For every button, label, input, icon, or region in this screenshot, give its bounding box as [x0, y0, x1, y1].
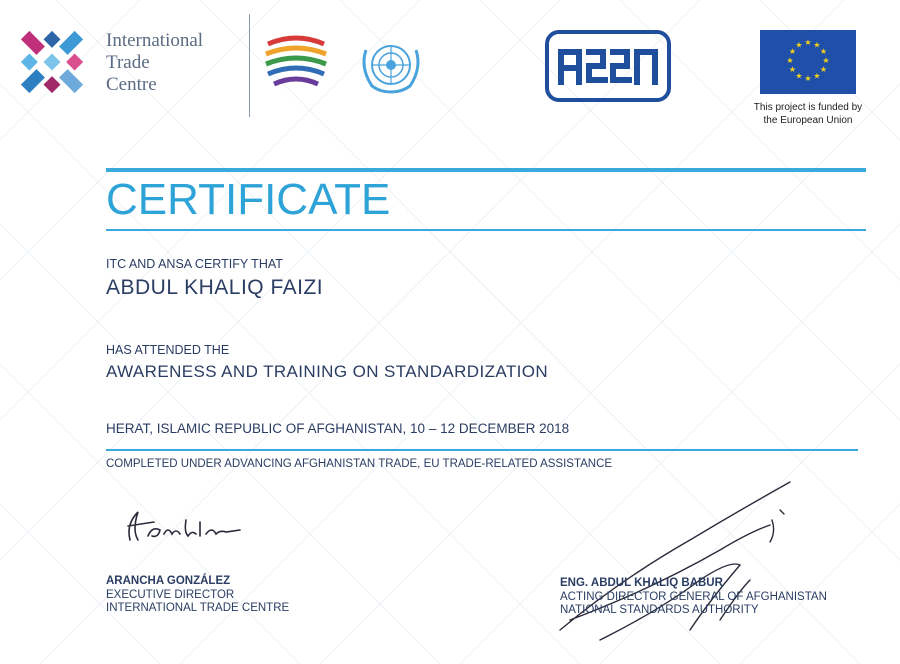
signatory-right-title: ACTING DIRECTOR GENERAL OF AFGHANISTAN	[560, 590, 827, 603]
ansa-logo-icon	[545, 30, 671, 102]
itc-logo-icon	[8, 18, 96, 106]
itc-wordmark-line: Centre	[106, 74, 157, 95]
signatory-right-name: ENG. ABDUL KHALIQ BABUR	[560, 577, 723, 589]
svg-text:★: ★	[786, 56, 794, 65]
svg-text:★: ★	[813, 71, 821, 81]
svg-text:★: ★	[822, 56, 830, 65]
signatory-right	[560, 577, 827, 618]
certify-line: ITC AND ANSA CERTIFY THAT	[106, 257, 283, 271]
itc-wordmark	[106, 30, 203, 96]
signatory-left-name: ARANCHA GONZÁLEZ	[106, 575, 231, 587]
funding-caption-line: the European Union	[763, 115, 853, 126]
svg-text:★: ★	[788, 47, 797, 56]
completed-line: COMPLETED UNDER ADVANCING AFGHANISTAN TRADE, EU TRADE-RELATED ASSISTANCE	[106, 458, 613, 470]
itc-wordmark-line: International	[106, 30, 204, 51]
location-dates: HERAT, ISLAMIC REPUBLIC OF AFGHANISTAN, 10 – 12 DECEMBER 2018	[106, 421, 570, 436]
recipient-name: ABDUL KHALIQ FAIZI	[106, 276, 324, 299]
svg-text:★: ★	[804, 74, 812, 83]
signature-right	[540, 470, 820, 660]
signatory-left-title: EXECUTIVE DIRECTOR	[106, 588, 235, 601]
signature-left	[108, 500, 258, 550]
svg-text:★: ★	[795, 71, 803, 81]
funding-caption	[732, 101, 884, 127]
svg-text:★: ★	[795, 40, 803, 50]
signatory-right-org: NATIONAL STANDARDS AUTHORITY	[560, 604, 759, 616]
title-rule-top	[106, 168, 866, 172]
course-title: AWARENESS AND TRAINING ON STANDARDIZATION	[106, 362, 549, 381]
completed-rule	[106, 449, 858, 451]
un-emblem-icon	[356, 34, 426, 96]
signatory-left	[106, 575, 289, 616]
svg-text:★: ★	[819, 65, 828, 74]
title-rule-bottom	[106, 229, 866, 231]
signatory-left-org: INTERNATIONAL TRADE CENTRE	[106, 602, 290, 614]
svg-text:★: ★	[819, 47, 828, 56]
attended-line: HAS ATTENDED THE	[106, 343, 230, 357]
svg-text:★: ★	[813, 40, 821, 50]
funding-caption-line: This project is funded by	[753, 102, 863, 113]
wto-logo-icon	[262, 32, 330, 92]
svg-text:★: ★	[788, 65, 797, 74]
svg-text:★: ★	[804, 38, 812, 47]
itc-wordmark-line: Trade	[106, 52, 150, 73]
eu-flag-icon	[760, 30, 856, 94]
header-divider	[249, 14, 250, 117]
certificate-title: CERTIFICATE	[106, 175, 391, 224]
